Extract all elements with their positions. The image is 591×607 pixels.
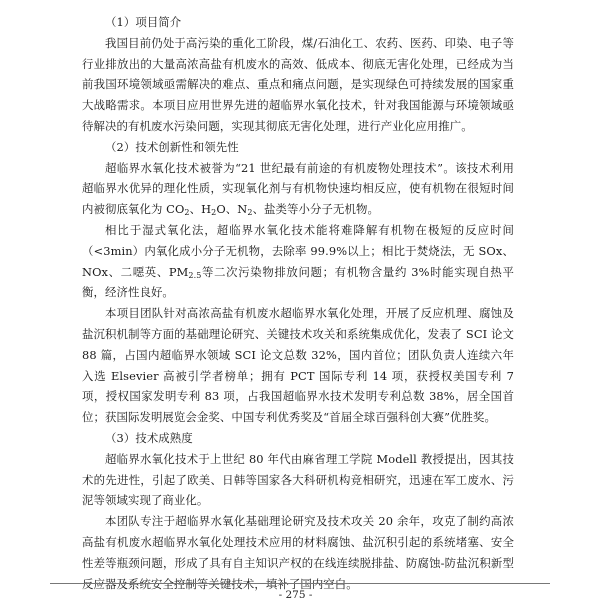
section-heading-maturity: （3）技术成熟度 — [105, 430, 193, 445]
page-number: - 275 - — [278, 589, 313, 601]
footer-divider — [50, 583, 550, 584]
paragraph-scwo-overview: 超临界水氧化技术被誉为“21 世纪最有前途的有机废物处理技术”。该技术利用超临界水优异的理化性质，实现氧化剂与有机物快速均相反应，使有机物在很短时间内被彻底氧化为 $CO_2$、$H_2O$、$N_2$、盐类等小分子无机物。 — [82, 160, 514, 218]
paragraph-technology-history: 超临界水氧化技术于上世纪 80 年代由麻省理工学院 Modell 教授提出，因其技术的先进性，引起了欧美、日韩等国家各大科研机构竞相研究，迅速在军工废水、污泥等领域实现了商业化。 — [82, 451, 514, 508]
paragraph-comparison: 相比于湿式氧化法，超临界水氧化技术能将难降解有机物在极短的反应时间（<3min）内氧化成小分子无机物，去除率 99.9%以上；相比于焚烧法，无 SOx、NOx、二噁英、$PM_{2.5}$等二次污染物排放问题；有机物含量约 3%时能实现自热平衡，经济性良好。 — [82, 222, 514, 300]
paragraph-team-achievements: 本项目团队针对高浓高盐有机废水超临界水氧化处理，开展了反应机理、腐蚀及盐沉积机制等方面的基础理论研究、关键技术攻关和系统集成优化，发表了 SCI 论文 88 篇，占国内超临界水领域 SCI 论文总数 32%，国内首位；团队负责人连续六年入选 Elsevier 高被引学者榜单；拥有 PCT 国际专利 14 项，获授权美国专利 7 项，授权国家发明专利 83 项，占我国超临界水技术发明专利总数 38%，居全国首位；获国际发明展览会金奖、中国专利优秀奖及“首届全球百强科创大赛”优胜奖。 — [82, 306, 514, 425]
document-body — [82, 12, 514, 594]
section-heading-project-intro: （1）项目简介 — [105, 15, 182, 29]
paragraph-team-research: 本团队专注于超临界水氧化基础理论研究及技术攻关 20 余年，攻克了制约高浓高盐有机废水超临界水氧化处理技术应用的材料腐蚀、盐沉积引起的系统堵塞、安全性差等瓶颈问题，形成了具有自主知识产权的在线连续脱排盐、防腐蚀-防盐沉积新型反应器及系统安全控制等关键技术，填补了国内空白。 — [82, 514, 514, 591]
section-heading-innovation: （2）技术创新性和领先性 — [105, 139, 239, 154]
paragraph-project-intro: 我国目前仍处于高污染的重化工阶段，煤/石油化工、农药、医药、印染、电子等行业排放出的大量高浓高盐有机废水的高效、低成本、彻底无害化处理，已经成为当前我国环境领域亟需解决的难点、重点和痛点问题，是实现绿色可持续发展的国家重大战略需求。本项目应用世界先进的超临界水氧化技术，针对我国能源与环境领域亟待解决的有机废水污染问题，实现其彻底无害化处理，进行产业化应用推广。 — [82, 35, 514, 133]
